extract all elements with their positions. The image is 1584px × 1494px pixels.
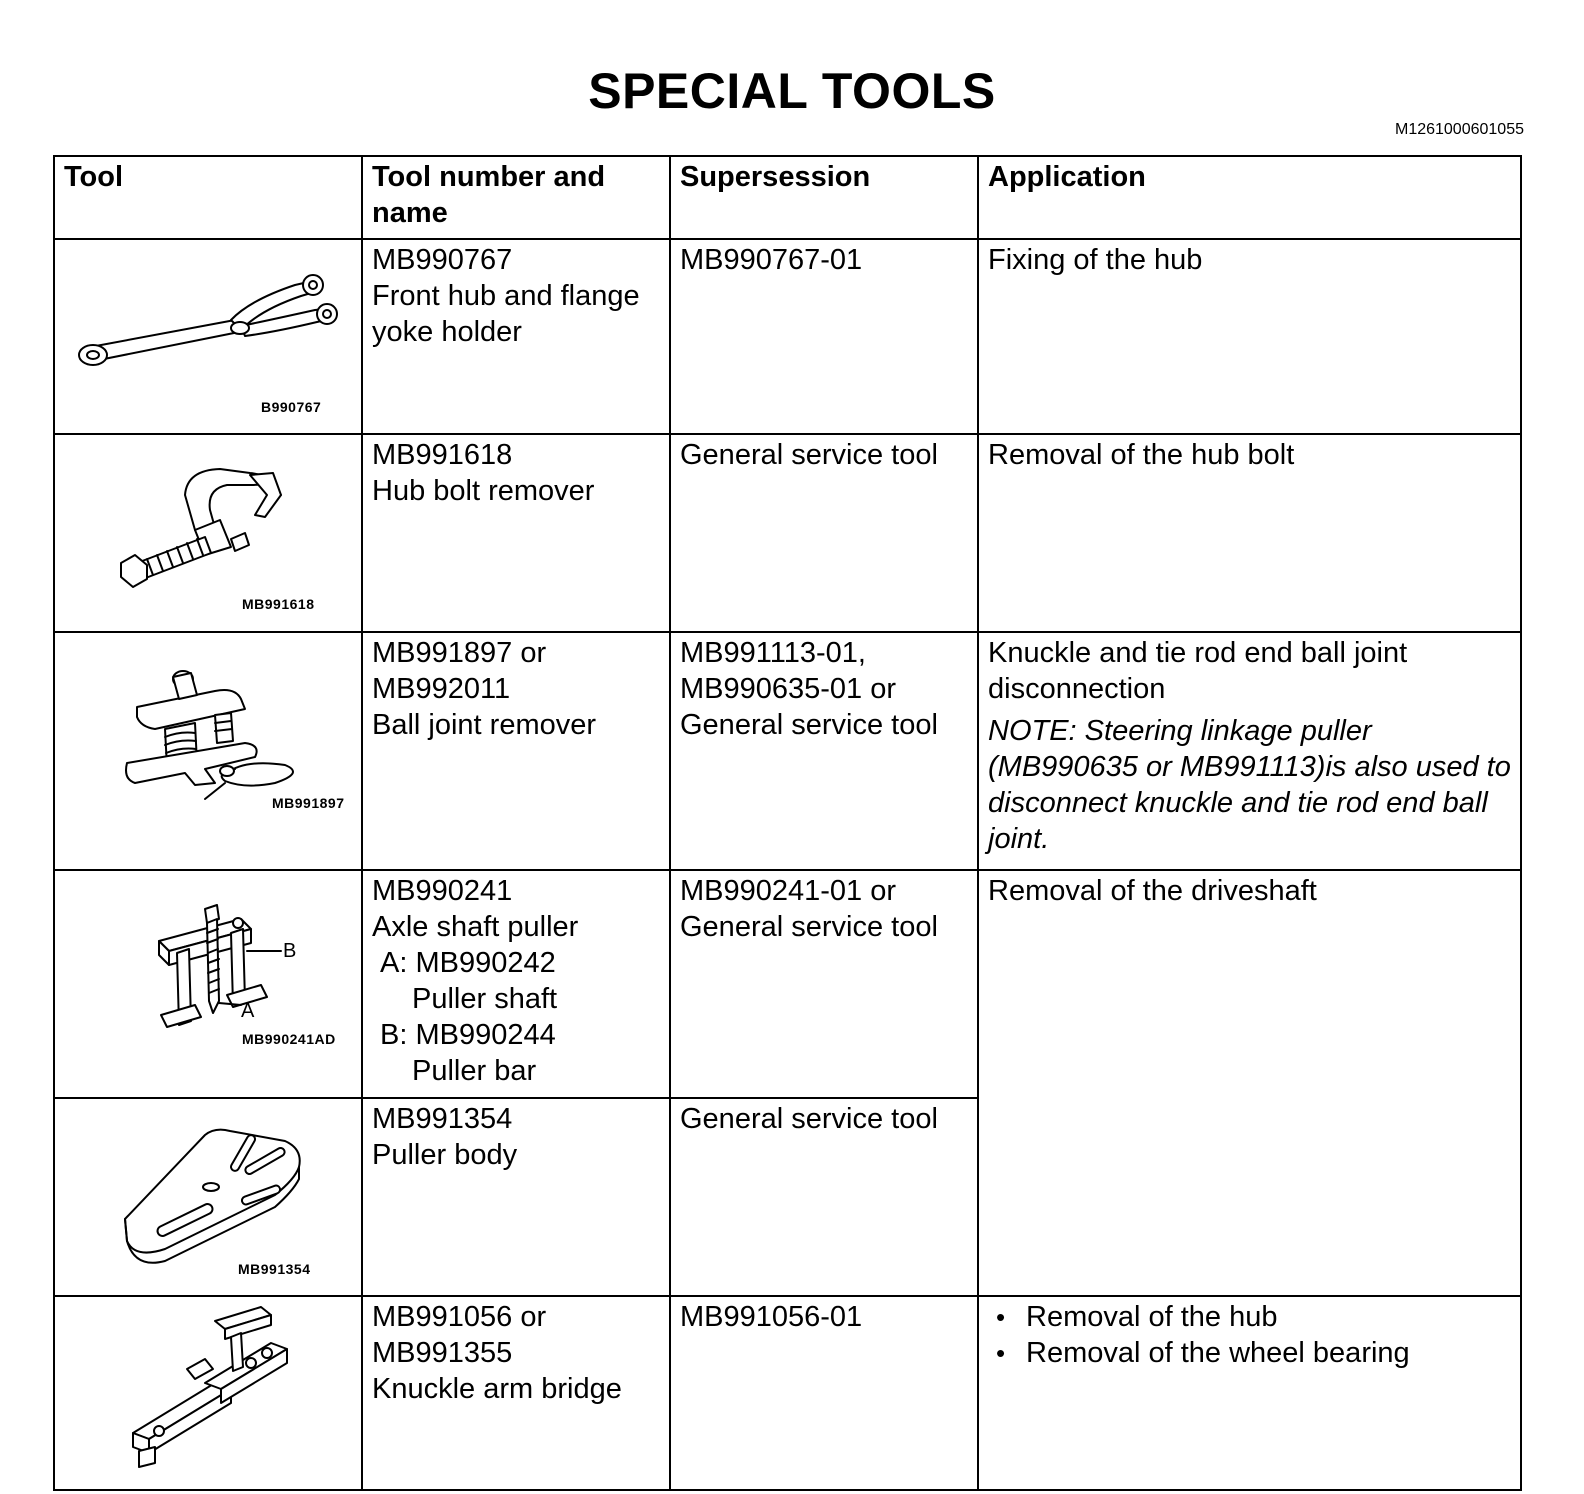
supersession-text: General service tool: [680, 910, 938, 943]
tool-name: Ball joint remover: [372, 708, 597, 741]
table-row: [54, 1296, 1521, 1490]
supersession-text: General service tool: [680, 439, 938, 472]
callout-b-label: B: [283, 939, 297, 962]
tool-image-label: B990767: [261, 398, 322, 415]
header-supersession: Supersession: [670, 156, 978, 239]
special-tools-table: [53, 155, 1522, 1491]
supersession-cell: [670, 1098, 978, 1295]
list-item: • Removal of the hub: [1026, 1299, 1512, 1335]
application-list: [988, 1299, 1512, 1371]
supersession-text: MB990767-01: [680, 243, 863, 276]
tool-image-cell: [54, 1296, 362, 1490]
hub-bolt-remover-illustration: [55, 435, 361, 627]
application-cell: [978, 239, 1521, 434]
puller-body-illustration: [55, 1099, 361, 1291]
application-cell: [978, 870, 1521, 1296]
tool-number-cell: [362, 1296, 670, 1490]
supersession-text: General service tool: [680, 708, 938, 741]
table-header-row: [54, 156, 1521, 239]
component-name: Puller bar: [412, 1054, 537, 1087]
tool-number: MB992011: [372, 672, 511, 705]
component-number: B: MB990244: [380, 1018, 556, 1051]
axle-shaft-puller-illustration: [55, 871, 361, 1093]
supersession-text: MB990241-01 or: [680, 874, 897, 907]
application-text: Fixing of the hub: [988, 243, 1203, 276]
application-cell: [978, 434, 1521, 631]
header-tool: Tool: [54, 156, 362, 239]
list-item: • Removal of the wheel bearing: [1026, 1335, 1512, 1371]
tool-image-cell: [54, 434, 362, 631]
tool-image-label: MB991897: [272, 794, 345, 811]
tool-number: MB990241: [372, 874, 513, 907]
supersession-cell: [670, 434, 978, 631]
tool-image-label: MB990241AD: [242, 1030, 336, 1047]
tool-image-cell: [54, 239, 362, 434]
tool-image-label: MB991618: [242, 596, 315, 613]
tool-number: MB991354: [372, 1103, 513, 1136]
tool-number: MB991618: [372, 439, 513, 472]
tool-image-label: MB991354: [238, 1261, 311, 1278]
tool-number-cell: [362, 632, 670, 870]
table-row: [54, 434, 1521, 631]
component-name: Puller shaft: [412, 982, 558, 1015]
supersession-cell: [670, 870, 978, 1099]
tool-image-cell: [54, 632, 362, 870]
application-cell: [978, 632, 1521, 870]
header-application: Application: [978, 156, 1521, 239]
application-text: Removal of the hub bolt: [988, 439, 1295, 472]
tool-name: yoke holder: [372, 315, 522, 348]
tool-number-cell: [362, 239, 670, 434]
knuckle-arm-bridge-illustration: [55, 1297, 361, 1487]
tool-image-cell: [54, 870, 362, 1099]
application-text: Knuckle and tie rod end ball joint disconnection: [988, 636, 1408, 705]
tool-name: Front hub and flange: [372, 279, 640, 312]
tool-name: Puller body: [372, 1139, 518, 1172]
application-note: NOTE: Steering linkage puller (MB990635 or MB991113)is also used to disconnect knuckle and tie rod end ball joint.: [988, 714, 1511, 855]
tool-number-cell: [362, 1098, 670, 1295]
tool-number-cell: [362, 870, 670, 1099]
supersession-text: MB991113-01,: [680, 636, 866, 669]
supersession-cell: [670, 632, 978, 870]
tool-name: Hub bolt remover: [372, 475, 595, 508]
tool-number: MB991355: [372, 1336, 513, 1369]
tool-image-cell: [54, 1098, 362, 1295]
document-id: M1261000601055: [1394, 121, 1524, 138]
table-row: [54, 870, 1521, 1099]
table-row: [54, 632, 1521, 870]
tool-number: MB991897 or: [372, 636, 547, 669]
supersession-cell: [670, 239, 978, 434]
header-tool-number: Tool number and name: [362, 156, 670, 239]
component-number: A: MB990242: [380, 946, 556, 979]
supersession-cell: [670, 1296, 978, 1490]
ball-joint-remover-illustration: [55, 633, 361, 865]
tool-number-cell: [362, 434, 670, 631]
supersession-text: MB990635-01 or: [680, 672, 897, 705]
application-cell: [978, 1296, 1521, 1490]
supersession-text: MB991056-01: [680, 1300, 863, 1333]
page-title: SPECIAL TOOLS: [588, 63, 996, 119]
callout-a-label: A: [241, 999, 255, 1022]
tool-name: Axle shaft puller: [372, 910, 579, 943]
table-row: [54, 239, 1521, 434]
tool-name: Knuckle arm bridge: [372, 1372, 622, 1405]
tool-number: MB990767: [372, 243, 513, 276]
supersession-text: General service tool: [680, 1103, 938, 1136]
tool-number: MB991056 or: [372, 1300, 547, 1333]
application-text: Removal of the driveshaft: [988, 874, 1317, 907]
